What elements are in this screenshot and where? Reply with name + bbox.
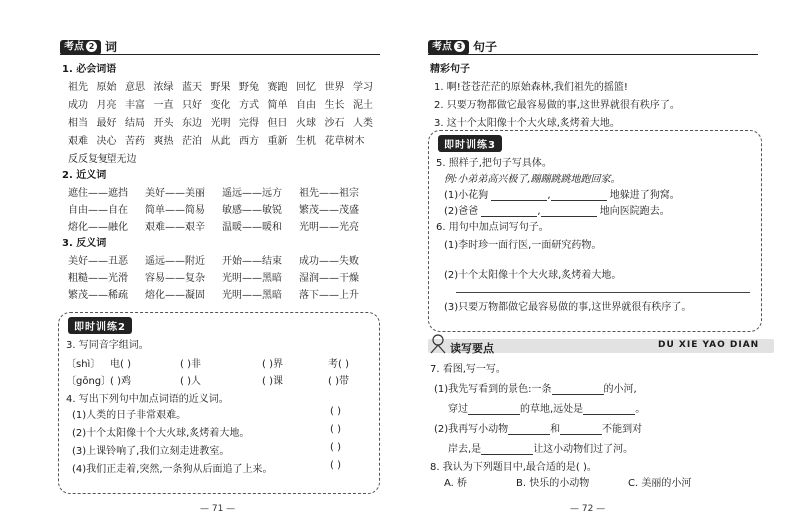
vocab-word: 完得: [239, 118, 259, 129]
vocab-word: 光明: [210, 118, 231, 129]
header-number-right: 3: [454, 41, 465, 52]
q7-line-2-start: 穿过: [448, 404, 468, 415]
q4-item-4: (4)我们正走着,突然,一条狗从后面追了上来。: [72, 464, 273, 475]
q5-blank-1a[interactable]: [491, 190, 547, 201]
antonym-pair: 容易——复杂: [145, 273, 205, 284]
q6-answer-line[interactable]: [456, 292, 750, 293]
vocab-word: 原始: [96, 82, 117, 93]
q3-blank-5[interactable]: ( )鸡: [110, 376, 131, 387]
vocab-word: 变化: [210, 100, 231, 111]
antonym-pair: 粗糙——光滑: [68, 273, 128, 284]
antonym-pair: 繁茂——稀疏: [68, 290, 128, 301]
q7-text: 7. 看图,写一写。: [430, 364, 506, 375]
header-tag-right: [428, 40, 469, 55]
q6-item-3: (3)只要万物都做它最容易做的事,这世界就很有秩序了。: [444, 302, 692, 313]
vocab-word: 艰难: [68, 136, 88, 147]
q5-blank-2b[interactable]: [541, 206, 597, 217]
vocab-word: 东边: [182, 118, 202, 129]
sentences-title: 精彩句子: [430, 64, 470, 75]
q8-text: 8. 我认为下列题目中,最合适的是( )。: [430, 462, 597, 473]
vocab-word: 西方: [239, 136, 259, 147]
vocab-word: 开头: [153, 118, 174, 129]
vocab-word: 简单: [267, 100, 288, 111]
q7-blank-1[interactable]: [552, 384, 604, 395]
vocab-word: 花草树木: [324, 136, 365, 147]
q4-item-2: (2)十个太阳像十个大火球,炙烤着大地。: [72, 428, 250, 439]
q7-line-3-start: (2)我再写小动物: [434, 424, 509, 435]
header-rule: [60, 54, 380, 55]
q3-pinyin-gong: 〔gōng〕: [66, 376, 112, 387]
q4-answer-3[interactable]: ( ): [330, 442, 341, 453]
vocab-word: 从此: [210, 136, 231, 147]
vocab-word: 反反复复: [68, 154, 108, 165]
q7-line-3-end: 不能到对: [602, 424, 643, 435]
vocab-word: 回忆: [296, 82, 316, 93]
header-rule-right: [428, 54, 758, 55]
q6-item-2: (2)十个太阳像十个大火球,炙烤着大地。: [444, 270, 622, 281]
antonym-pair: 遥远——附近: [145, 256, 205, 267]
q5-item-1-end: 地躲进了狗窝。: [609, 190, 680, 201]
vocab-word: 重新: [267, 136, 288, 147]
vocab-word: 世界: [324, 82, 345, 93]
q7-blank-6[interactable]: [481, 444, 533, 455]
q4-item-3: (3)上课铃响了,我们立刻走进教室。: [72, 446, 230, 457]
antonym-pair: 熔化——凝固: [145, 290, 205, 301]
q7-line-2-mid: 的草地,远处是: [520, 404, 584, 415]
q7-line-1-end: 的小河,: [603, 384, 637, 395]
practice-head-2: 即时训练2: [68, 317, 132, 334]
vocab-word: 但日: [267, 118, 288, 129]
page-number-left: — 71 —: [200, 504, 236, 514]
q6-item-1: (1)李时珍一面行医,一面研究药物。: [444, 240, 602, 251]
vocab-word: 火球: [296, 118, 316, 129]
vocab-word: 野果: [210, 82, 231, 93]
q4-item-1: (1)人类的日子非常艰难。: [72, 410, 187, 421]
banner-pinyin: DU XIE YAO DIAN: [658, 340, 760, 350]
q6-text: 6. 用句中加点词写句子。: [436, 222, 549, 233]
synonym-pair: 温暖——暖和: [222, 222, 282, 233]
section-title-3: 3. 反义词: [62, 238, 107, 249]
q3-blank-2[interactable]: ( )非: [180, 359, 201, 370]
left-header: [60, 38, 117, 55]
q3-text: 3. 写同音字组词。: [66, 340, 149, 351]
q7-blank-4[interactable]: [508, 424, 550, 435]
q8-option-a[interactable]: A. 桥: [444, 478, 468, 489]
q7-line-4-end: 让这小动物们过了河。: [533, 444, 634, 455]
vocab-word: 一直: [153, 100, 174, 111]
q7-line-2: [448, 400, 645, 415]
vocab-word: 赛跑: [267, 82, 288, 93]
vocab-word: 意思: [125, 82, 145, 93]
synonym-pair: 遮住——遮挡: [68, 188, 128, 199]
synonym-pair: 熔化——融化: [68, 222, 128, 233]
q3-blank-4[interactable]: 考( ): [328, 359, 349, 370]
q7-line-1-start: (1)我先写看到的景色:一条: [434, 384, 552, 395]
vocab-word: 浓绿: [153, 82, 174, 93]
q4-answer-4[interactable]: ( ): [330, 460, 341, 471]
antonym-pair: 美好——丑恶: [68, 256, 128, 267]
synonym-pair: 自由——自在: [68, 205, 128, 216]
q7-line-4: [448, 440, 633, 455]
vocab-word: 自由: [296, 100, 316, 111]
vocab-word: 最好: [96, 118, 117, 129]
sentence-1: 1. 啊!苍苍茫茫的原始森林,我们祖先的摇篮!: [434, 82, 628, 93]
header-number: 2: [86, 41, 97, 52]
q4-text: 4. 写出下列句中加点词语的近义词。: [66, 394, 229, 405]
page-number-right: — 72 —: [570, 504, 606, 514]
antonym-pair: 落下——上升: [299, 290, 359, 301]
q5-blank-1b[interactable]: [551, 190, 607, 201]
q8-option-c[interactable]: C. 美丽的小河: [628, 478, 692, 489]
q5-blank-2a[interactable]: [481, 206, 537, 217]
header-title: 词: [105, 40, 118, 54]
vocab-word: 祖先: [68, 82, 88, 93]
q7-blank-2[interactable]: [468, 404, 520, 415]
vocab-word: 生长: [324, 100, 345, 111]
antonym-pair: 光明——黑暗: [222, 290, 282, 301]
header-tag-right-text: 考点: [432, 41, 452, 53]
antonym-pair: 开始——结束: [222, 256, 282, 267]
antonym-pair: 湿润——干燥: [299, 273, 359, 284]
vocab-word: 蓝天: [182, 82, 202, 93]
header-title-right: 句子: [473, 40, 498, 54]
antonym-pair: 光明——黑暗: [222, 273, 282, 284]
synonym-pair: 艰难——艰辛: [145, 222, 205, 233]
q7-line-3: [434, 420, 642, 435]
vocab-word: 生机: [296, 136, 316, 147]
pencil-icon: [428, 333, 448, 355]
q3-blank-8[interactable]: ( )带: [328, 376, 349, 387]
q5-item-2-end: 地向医院跑去。: [599, 206, 670, 217]
section-title-1: 1. 必会词语: [62, 64, 117, 75]
q3-blank-1[interactable]: 电( ): [110, 359, 131, 370]
q4-answer-2[interactable]: ( ): [330, 424, 341, 435]
vocab-word: 结局: [125, 118, 145, 129]
vocab-word: 人类: [353, 118, 373, 129]
q7-line-2-end: 。: [635, 404, 646, 415]
vocab-word: 只好: [182, 100, 202, 111]
q5-item-1: (1)小花狗 , 地躲进了狗窝。: [444, 190, 680, 201]
q3-blank-7[interactable]: ( )课: [262, 376, 283, 387]
vocab-word: 苦药: [125, 136, 145, 147]
synonym-pair: 繁茂——茂盛: [299, 205, 359, 216]
vocab-word: 决心: [96, 136, 117, 147]
synonym-pair: 遥远——远方: [222, 188, 282, 199]
q7-line-4-start: 岸去,是: [448, 444, 482, 455]
antonym-pair: 成功——失败: [299, 256, 359, 267]
vocab-word: 学习: [353, 82, 373, 93]
vocab-word: 沙石: [324, 118, 345, 129]
vocab-word: 相当: [68, 118, 88, 129]
q3-blank-3[interactable]: ( )界: [262, 359, 283, 370]
vocab-word: 泥土: [353, 100, 373, 111]
right-header: [428, 38, 497, 55]
header-tag-text: 考点: [64, 41, 84, 53]
q7-blank-5[interactable]: [560, 424, 602, 435]
q5-example: 例:小弟弟高兴极了,蹦蹦跳跳地跑回家。: [444, 174, 621, 185]
header-tag: [60, 40, 101, 55]
synonym-pair: 美好——美丽: [145, 188, 205, 199]
banner-icon: [428, 333, 448, 358]
q5-item-2: (2)爸爸 , 地向医院跑去。: [444, 206, 670, 217]
vocab-word: 茫泊: [182, 136, 202, 147]
q5-item-1-start: (1)小花狗: [444, 190, 489, 201]
practice-head-3: 即时训练3: [438, 135, 502, 152]
synonym-pair: 光明——光亮: [299, 222, 359, 233]
right-page: [400, 0, 800, 522]
synonym-pair: 祖先——祖宗: [299, 188, 359, 199]
vocab-word: 方式: [239, 100, 259, 111]
vocab-word: 爽热: [153, 136, 174, 147]
q7-line-3-mid: 和: [550, 424, 561, 435]
q5-text: 5. 照样子,把句子写具体。: [436, 158, 552, 169]
vocab-word: 野兔: [239, 82, 259, 93]
vocab-word: 一望无边: [96, 154, 137, 165]
q3-pinyin-shi: 〔shì〕: [66, 359, 101, 370]
section-title-2: 2. 近义词: [62, 170, 107, 181]
q7-blank-3[interactable]: [583, 404, 635, 415]
synonym-pair: 简单——简易: [145, 205, 205, 216]
synonym-pair: 敏感——敏锐: [222, 205, 282, 216]
q4-answer-1[interactable]: ( ): [330, 406, 341, 417]
q7-line-1: [434, 380, 637, 395]
sentence-2: 2. 只要万物都做它最容易做的事,这世界就很有秩序了。: [434, 100, 680, 111]
q5-item-2-start: (2)爸爸: [444, 206, 479, 217]
sentence-3: 3. 这十个太阳像十个大火球,炙烤着大地。: [434, 118, 620, 129]
vocab-word: 丰富: [125, 100, 145, 111]
vocab-word: 成功: [68, 100, 88, 111]
vocab-word: 月亮: [96, 100, 117, 111]
banner-title: 读写要点: [450, 342, 494, 355]
q3-blank-6[interactable]: ( )人: [180, 376, 201, 387]
q8-option-b[interactable]: B. 快乐的小动物: [516, 478, 590, 489]
